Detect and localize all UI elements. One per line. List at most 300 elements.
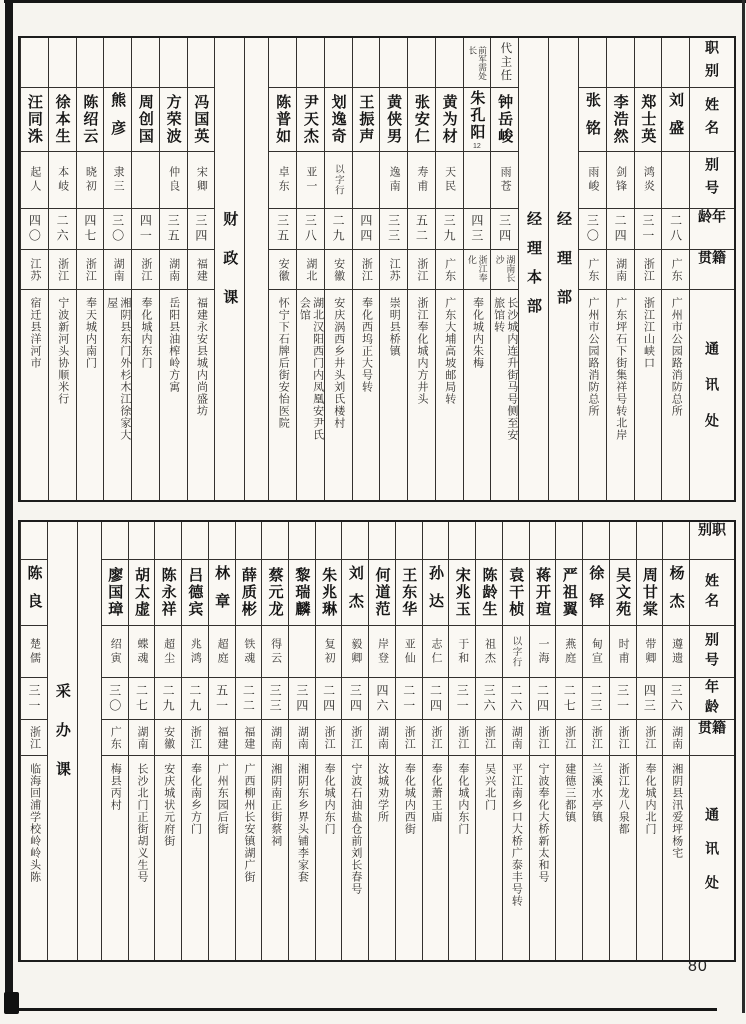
person-column xyxy=(341,522,368,960)
courtesy-name-cell: 雨峻 xyxy=(579,152,606,209)
scan-edge-bottom xyxy=(5,1008,717,1011)
courtesy-name-cell: 天民 xyxy=(436,152,463,209)
person-column xyxy=(662,522,689,960)
courtesy-name-cell: 时甫 xyxy=(610,626,636,678)
courtesy-name-cell: 寿甫 xyxy=(408,152,435,209)
courtesy-name-cell: 亚一 xyxy=(297,152,324,209)
name-footnote: 12 xyxy=(472,142,481,150)
job-title-cell xyxy=(635,38,662,88)
address-cell: 奉化城内西街 xyxy=(403,763,416,835)
row-header-column xyxy=(689,38,734,500)
address-cell: 安庆涡西乡井头刘氏楼村 xyxy=(332,297,345,429)
person-column xyxy=(555,522,582,960)
courtesy-name-cell: 晓初 xyxy=(77,152,104,209)
address-cell: 广东大埔高坡邮局转 xyxy=(443,297,456,405)
name-cell: 熊彦 xyxy=(104,88,131,152)
name-cell: 袁干桢 xyxy=(503,560,529,626)
job-title-cell xyxy=(556,522,582,560)
name-cell: 胡太虚 xyxy=(129,560,155,626)
age-cell: 三六 xyxy=(663,678,689,720)
address-cell: 广州东园后街 xyxy=(216,763,229,835)
job-title-cell xyxy=(160,38,187,88)
address-cell: 奉化城内东门 xyxy=(139,297,152,369)
native-place-cell: 浙江 xyxy=(610,720,636,756)
job-title-cell xyxy=(77,38,104,88)
age-cell: 二六 xyxy=(503,678,529,720)
job-title-cell xyxy=(342,522,368,560)
person-column xyxy=(208,522,235,960)
spacer-column xyxy=(77,522,101,960)
person-column xyxy=(324,38,352,500)
age-cell: 三四 xyxy=(289,678,315,720)
age-cell: 四三 xyxy=(637,678,663,720)
native-place-cell: 浙江 xyxy=(530,720,556,756)
job-title-cell xyxy=(369,522,395,560)
name-cell: 陈永祥 xyxy=(155,560,181,626)
address-cell: 福建永安县城内尚盛坊 xyxy=(195,297,208,417)
job-title-cell xyxy=(316,522,342,560)
address-cell: 奉化萧王庙 xyxy=(430,763,443,823)
person-column xyxy=(128,522,155,960)
name-cell: 孙达 xyxy=(423,560,449,626)
name-cell: 钟岳峻 xyxy=(491,88,518,152)
address-cell: 平江南乡口大桥广泰丰号转 xyxy=(510,763,523,907)
header-biehao: 别号 xyxy=(690,626,734,678)
job-title-cell xyxy=(353,38,380,88)
native-place-cell: 浙江 xyxy=(342,720,368,756)
job-title-cell xyxy=(579,38,606,88)
native-place-cell: 湖南 xyxy=(104,250,131,290)
courtesy-name-cell: 得云 xyxy=(262,626,288,678)
job-title-cell xyxy=(269,38,296,88)
courtesy-name-cell: 剑锋 xyxy=(607,152,634,209)
native-place-cell: 江苏 xyxy=(21,250,48,290)
job-title-cell xyxy=(102,522,128,560)
native-place-cell: 浙江 xyxy=(635,250,662,290)
job-title-cell xyxy=(129,522,155,560)
address-cell: 广东坪石下街集祥号转北岸 xyxy=(614,297,627,441)
address-cell: 奉天城内南门 xyxy=(84,297,97,369)
section-title-column: 经理本部 xyxy=(518,38,548,500)
address-cell: 临海回浦学校岭岭头陈 xyxy=(28,763,41,883)
age-cell: 三四 xyxy=(342,678,368,720)
name-cell: 廖国璋 xyxy=(102,560,128,626)
job-title-cell xyxy=(380,38,407,88)
address-cell: 吴兴北门 xyxy=(483,763,496,811)
courtesy-name-cell: 于和 xyxy=(449,626,475,678)
address-cell: 宁波奉化大桥新太和号 xyxy=(537,763,550,883)
name-cell: 汪同洙 xyxy=(21,88,48,152)
person-column xyxy=(315,522,342,960)
address-cell: 浙江龙八泉都 xyxy=(617,763,630,835)
address-cell: 湘阴县东门外杉木江徐家大屋 xyxy=(105,297,131,441)
name-cell: 周创国 xyxy=(132,88,159,152)
person-column xyxy=(288,522,315,960)
name-cell: 王振声 xyxy=(353,88,380,152)
courtesy-name-cell: 遵遗 xyxy=(663,626,689,678)
job-title-cell xyxy=(188,38,215,88)
courtesy-name-cell: 超庭 xyxy=(209,626,235,678)
address-cell: 奉化城内朱梅 xyxy=(471,297,484,369)
age-cell: 二七 xyxy=(556,678,582,720)
age-cell: 三三 xyxy=(380,209,407,250)
name-cell: 朱兆琳 xyxy=(316,560,342,626)
person-column xyxy=(582,522,609,960)
address-cell: 长沙城内连升街马号侧至安旅馆转 xyxy=(492,297,518,441)
job-title-cell xyxy=(408,38,435,88)
courtesy-name-cell: 一海 xyxy=(530,626,556,678)
job-title-cell xyxy=(325,38,352,88)
native-place-cell: 湖北 xyxy=(297,250,324,290)
address-cell: 宁波石油盐仓前刘长春号 xyxy=(349,763,362,895)
native-place-cell: 浙江 xyxy=(49,250,76,290)
person-column xyxy=(131,38,159,500)
name-cell: 黄侠男 xyxy=(380,88,407,152)
age-cell: 二九 xyxy=(325,209,352,250)
age-cell: 三一 xyxy=(21,678,47,720)
person-column xyxy=(578,38,606,500)
courtesy-name-cell: 鸿炎 xyxy=(635,152,662,209)
address-cell: 汝城劝学所 xyxy=(376,763,389,823)
job-title-cell xyxy=(182,522,208,560)
courtesy-name-cell xyxy=(662,152,689,209)
age-cell: 二九 xyxy=(155,678,181,720)
person-column xyxy=(181,522,208,960)
name-cell: 黄为材 xyxy=(436,88,463,152)
courtesy-name-cell: 本岐 xyxy=(49,152,76,209)
person-column xyxy=(609,522,636,960)
address-cell: 奉化城内北门 xyxy=(643,763,656,835)
person-column xyxy=(159,38,187,500)
name-cell: 蒋开瑄 xyxy=(530,560,556,626)
job-title-cell xyxy=(637,522,663,560)
name-cell: 徐本生 xyxy=(49,88,76,152)
courtesy-name-cell xyxy=(289,626,315,678)
address-cell: 宿迁县洋河市 xyxy=(28,297,41,369)
age-cell: 三五 xyxy=(269,209,296,250)
header-xingming: 姓名 xyxy=(690,88,734,152)
native-place-cell: 江苏 xyxy=(380,250,407,290)
address-cell: 长沙北门正街胡义生号 xyxy=(136,763,149,883)
native-place-cell: 湖南 xyxy=(289,720,315,756)
name-cell: 周甘棠 xyxy=(637,560,663,626)
job-title-cell xyxy=(423,522,449,560)
section-title-column: 财政课 xyxy=(214,38,244,500)
header-nianling: 年龄 xyxy=(690,209,734,250)
native-place-cell: 湖南长沙 xyxy=(491,250,518,290)
job-title-cell xyxy=(21,38,48,88)
age-cell: 三一 xyxy=(635,209,662,250)
age-cell: 三九 xyxy=(436,209,463,250)
section-title-column: 经理部 xyxy=(548,38,578,500)
address-cell: 湘阴县汛爱坪杨宅 xyxy=(670,763,683,859)
name-cell: 李浩然 xyxy=(607,88,634,152)
native-place-cell: 浙江 xyxy=(182,720,208,756)
age-cell: 三〇 xyxy=(579,209,606,250)
address-cell: 湖北汉阳西门内凤凰安尹氏会馆 xyxy=(298,297,324,441)
person-column xyxy=(20,38,48,500)
address-cell: 湘阴南正街蔡祠 xyxy=(269,763,282,847)
header-tongxunchu: 通讯处 xyxy=(704,341,720,449)
name-cell: 蔡元龙 xyxy=(262,560,288,626)
job-title-cell xyxy=(449,522,475,560)
courtesy-name-cell: 宋卿 xyxy=(188,152,215,209)
age-cell: 二六 xyxy=(49,209,76,250)
job-title-cell xyxy=(49,38,76,88)
address-cell: 奉化南乡方门 xyxy=(189,763,202,835)
age-cell: 二四 xyxy=(316,678,342,720)
native-place-cell: 湖南 xyxy=(663,720,689,756)
native-place-cell: 湖南 xyxy=(262,720,288,756)
courtesy-name-cell: 超尘 xyxy=(155,626,181,678)
job-title-cell: 前军需处长 xyxy=(464,38,491,88)
job-title-cell xyxy=(476,522,502,560)
page-number: 80 xyxy=(688,958,708,975)
job-title-cell xyxy=(289,522,315,560)
person-column xyxy=(268,38,296,500)
courtesy-name-cell: 绍寅 xyxy=(102,626,128,678)
name-cell: 严祖翼 xyxy=(556,560,582,626)
courtesy-name-cell: 毅卿 xyxy=(342,626,368,678)
courtesy-name-cell: 蝶魂 xyxy=(129,626,155,678)
name-cell: 林章 xyxy=(209,560,235,626)
job-title-cell xyxy=(503,522,529,560)
age-cell: 四四 xyxy=(353,209,380,250)
native-place-cell: 浙江 xyxy=(449,720,475,756)
age-cell: 三五 xyxy=(160,209,187,250)
person-column xyxy=(103,38,131,500)
address-cell: 崇明县桥镇 xyxy=(388,297,401,357)
header-jiguan: 籍贯 xyxy=(690,250,734,290)
name-cell: 何道范 xyxy=(369,560,395,626)
header-biehao: 别号 xyxy=(690,152,734,209)
native-place-cell: 安徽 xyxy=(269,250,296,290)
address-cell: 安庆城状元府街 xyxy=(162,763,175,847)
native-place-cell: 浙江 xyxy=(132,250,159,290)
address-cell: 梅县丙村 xyxy=(109,763,122,811)
job-title-cell xyxy=(21,522,47,560)
person-column xyxy=(407,38,435,500)
address-cell: 怀宁下石牌后街安怡医院 xyxy=(277,297,290,429)
native-place-cell: 浙江奉化 xyxy=(464,250,491,290)
job-title-cell xyxy=(262,522,288,560)
person-column xyxy=(101,522,128,960)
name-cell: 张铭 xyxy=(579,88,606,152)
address-cell: 广州市公园路消防总所 xyxy=(670,297,683,417)
person-column xyxy=(235,522,262,960)
person-column xyxy=(48,38,76,500)
age-cell: 四〇 xyxy=(21,209,48,250)
native-place-cell: 广东 xyxy=(436,250,463,290)
name-cell: 黎瑞麟 xyxy=(289,560,315,626)
name-cell: 吕德宾 xyxy=(182,560,208,626)
address-cell: 岳阳县油榨岭方寓 xyxy=(167,297,180,393)
address-cell: 浙江奉化城内方井头 xyxy=(415,297,428,405)
native-place-cell: 湖南 xyxy=(369,720,395,756)
courtesy-name-cell: 复初 xyxy=(316,626,342,678)
age-cell: 三一 xyxy=(449,678,475,720)
age-cell: 三三 xyxy=(262,678,288,720)
name-cell: 陈绍云 xyxy=(77,88,104,152)
age-cell: 四三 xyxy=(464,209,491,250)
header-xingming: 姓名 xyxy=(690,560,734,626)
courtesy-name-cell: 仲良 xyxy=(160,152,187,209)
job-title-cell xyxy=(607,38,634,88)
native-place-cell: 福建 xyxy=(188,250,215,290)
person-column xyxy=(529,522,556,960)
courtesy-name-cell: 祖杰 xyxy=(476,626,502,678)
header-zhibie: 职别 xyxy=(690,38,734,88)
age-cell: 二八 xyxy=(662,209,689,250)
age-cell: 二四 xyxy=(530,678,556,720)
name-cell: 陈普如 xyxy=(269,88,296,152)
courtesy-name-cell: 楚儒 xyxy=(21,626,47,678)
job-title-cell xyxy=(104,38,131,88)
person-column xyxy=(154,522,181,960)
person-column xyxy=(636,522,663,960)
person-column xyxy=(463,38,491,500)
age-cell: 五二 xyxy=(408,209,435,250)
native-place-cell: 安徽 xyxy=(325,250,352,290)
job-title-cell xyxy=(155,522,181,560)
job-title-cell xyxy=(530,522,556,560)
native-place-cell: 湖南 xyxy=(503,720,529,756)
native-place-cell: 浙江 xyxy=(583,720,609,756)
person-column xyxy=(502,522,529,960)
person-column xyxy=(296,38,324,500)
address-cell: 浙江江山峡口 xyxy=(642,297,655,369)
person-column xyxy=(352,38,380,500)
age-cell: 四七 xyxy=(77,209,104,250)
age-cell: 二三 xyxy=(583,678,609,720)
courtesy-name-cell: 雨苍 xyxy=(491,152,518,209)
job-title-cell xyxy=(583,522,609,560)
native-place-cell: 浙江 xyxy=(353,250,380,290)
courtesy-name-cell: 岸登 xyxy=(369,626,395,678)
name-cell: 王东华 xyxy=(396,560,422,626)
person-column xyxy=(475,522,502,960)
address-cell: 宁波新河头协顺米行 xyxy=(56,297,69,405)
native-place-cell: 浙江 xyxy=(408,250,435,290)
courtesy-name-cell: 逸南 xyxy=(380,152,407,209)
age-cell: 三四 xyxy=(491,209,518,250)
address-cell: 奉化西坞正大号转 xyxy=(360,297,373,393)
person-column xyxy=(490,38,518,500)
native-place-cell: 湖南 xyxy=(607,250,634,290)
job-title-cell xyxy=(663,522,689,560)
address-cell: 广州市公园路消防总所 xyxy=(586,297,599,417)
person-column xyxy=(422,522,449,960)
person-column xyxy=(76,38,104,500)
section-title-column: 采办课 xyxy=(47,522,77,960)
spacer-column xyxy=(244,38,268,500)
age-cell: 二一 xyxy=(396,678,422,720)
courtesy-name-cell: 以字行 xyxy=(503,626,529,678)
native-place-cell: 浙江 xyxy=(316,720,342,756)
courtesy-name-cell: 亚仙 xyxy=(396,626,422,678)
directory-table-top xyxy=(18,36,736,502)
scan-edge-top xyxy=(4,0,746,3)
native-place-cell: 浙江 xyxy=(21,720,47,756)
age-cell: 三四 xyxy=(188,209,215,250)
address-cell: 兰溪水亭镇 xyxy=(590,763,603,823)
person-column xyxy=(379,38,407,500)
job-title-cell xyxy=(436,38,463,88)
job-title-cell xyxy=(209,522,235,560)
native-place-cell: 福建 xyxy=(209,720,235,756)
name-cell: 杨杰 xyxy=(663,560,689,626)
scan-edge-right xyxy=(742,0,745,1013)
name-cell: 宋兆玉 xyxy=(449,560,475,626)
address-cell: 广西柳州长安镇湖广街 xyxy=(242,763,255,883)
name-cell: 薛质彬 xyxy=(236,560,262,626)
age-cell: 二四 xyxy=(423,678,449,720)
address-cell: 建德三都镇 xyxy=(563,763,576,823)
person-column xyxy=(606,38,634,500)
person-column xyxy=(395,522,422,960)
courtesy-name-cell xyxy=(132,152,159,209)
courtesy-name-cell xyxy=(464,152,491,209)
age-cell: 三八 xyxy=(297,209,324,250)
name-cell: 陈良 xyxy=(21,560,47,626)
job-title-cell xyxy=(396,522,422,560)
job-title-cell xyxy=(297,38,324,88)
age-cell: 四六 xyxy=(369,678,395,720)
person-column xyxy=(20,522,47,960)
native-place-cell: 浙江 xyxy=(476,720,502,756)
courtesy-name-cell: 兆鸿 xyxy=(182,626,208,678)
native-place-cell: 广东 xyxy=(662,250,689,290)
native-place-cell: 浙江 xyxy=(637,720,663,756)
person-column xyxy=(661,38,689,500)
scan-edge-left xyxy=(5,0,13,1013)
age-cell: 三六 xyxy=(476,678,502,720)
age-cell: 三一 xyxy=(610,678,636,720)
age-cell: 二二 xyxy=(236,678,262,720)
address-cell: 湘阴东乡界头铺李家套 xyxy=(296,763,309,883)
age-cell: 二四 xyxy=(607,209,634,250)
courtesy-name-cell: 隶三 xyxy=(104,152,131,209)
header-tongxunchu: 通讯处 xyxy=(704,807,720,909)
name-cell: 陈龄生 xyxy=(476,560,502,626)
native-place-cell: 广东 xyxy=(102,720,128,756)
name-cell: 刘杰 xyxy=(342,560,368,626)
age-cell: 五一 xyxy=(209,678,235,720)
person-column xyxy=(187,38,215,500)
header-zhibie: 职别 xyxy=(690,522,734,560)
address-cell: 奉化城内东门 xyxy=(323,763,336,835)
courtesy-name-cell: 铁魂 xyxy=(236,626,262,678)
native-place-cell: 浙江 xyxy=(556,720,582,756)
name-cell: 徐铎 xyxy=(583,560,609,626)
name-cell: 吴文苑 xyxy=(610,560,636,626)
age-cell: 三〇 xyxy=(102,678,128,720)
age-cell: 三〇 xyxy=(104,209,131,250)
courtesy-name-cell: 志仁 xyxy=(423,626,449,678)
name-cell: 划逸奇 xyxy=(325,88,352,152)
row-header-column xyxy=(689,522,734,960)
header-nianling: 年龄 xyxy=(690,678,734,720)
job-title-cell xyxy=(662,38,689,88)
age-cell: 四一 xyxy=(132,209,159,250)
native-place-cell: 福建 xyxy=(236,720,262,756)
courtesy-name-cell: 带卿 xyxy=(637,626,663,678)
job-title-cell: 代主任 xyxy=(491,38,518,88)
scan-corner-smudge xyxy=(4,992,19,1014)
name-cell: 刘盛 xyxy=(662,88,689,152)
person-column xyxy=(448,522,475,960)
native-place-cell: 湖南 xyxy=(160,250,187,290)
